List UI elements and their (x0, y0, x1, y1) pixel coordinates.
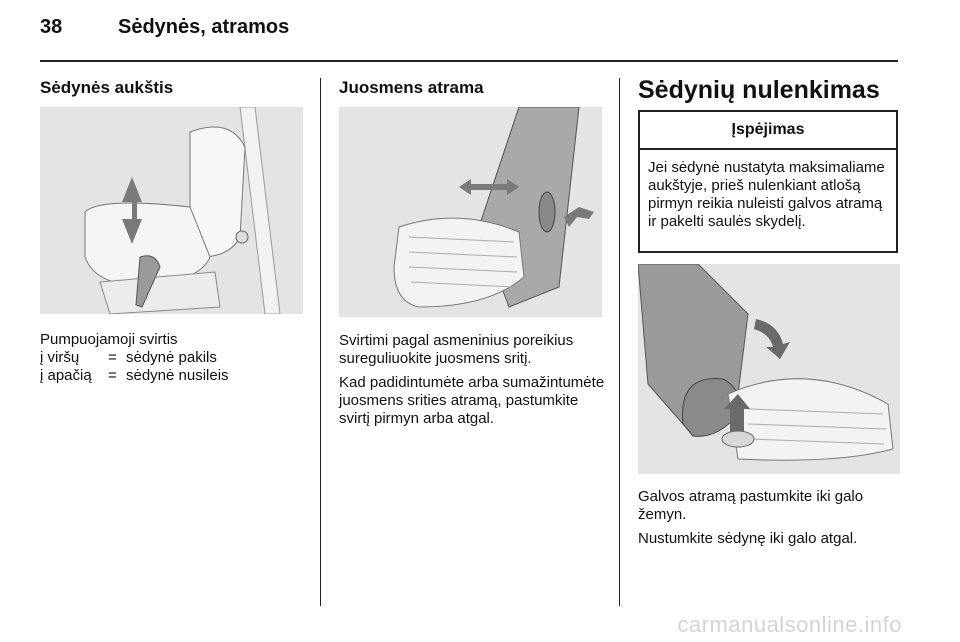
paragraph: Svirtimi pagal asmeninius poreikius sureguliuokite juosmens sritį. (339, 332, 574, 367)
folding-text (638, 488, 893, 554)
watermark: carmanualsonline.info (677, 612, 902, 637)
section-heading-folding: Sėdynių nulenkimas (638, 76, 880, 104)
warning-title: Įspėjimas (640, 112, 896, 150)
paragraph: Galvos atramą pastumkite iki galo žemyn. (638, 488, 864, 523)
definition-separator: = (108, 367, 117, 384)
definition-term: į viršų (40, 349, 80, 366)
definition-term: į apačią (40, 367, 92, 384)
lever-caption: Pumpuojamoji svirtis (40, 331, 178, 348)
warning-box (638, 110, 898, 253)
paragraph: Kad padidintumėte arba sumažintumėte juosmens srities atramą, pastumkite svirtį pirmyn arba atgal. (339, 374, 605, 427)
column-divider (619, 78, 620, 606)
page-number: 38 (40, 16, 63, 38)
chapter-title: Sėdynės, atramos (118, 16, 290, 38)
column-divider (320, 78, 321, 606)
definition-list (40, 349, 310, 385)
section-heading-lumbar: Juosmens atrama (339, 78, 484, 97)
header-rule (40, 60, 898, 62)
definition-description: sėdynė pakils (126, 349, 217, 366)
definition-row (40, 367, 310, 385)
section-heading-seat-height: Sėdynės aukštis (40, 78, 174, 97)
seat-height-illustration (40, 107, 303, 314)
lumbar-text (339, 332, 609, 434)
warning-text: Jei sėdynė nustatyta maksimaliame aukštyje, prieš nulenkiant atlošą pirmyn reikia nuleisti galvos atramą ir pakelti saulės skydelį. (648, 159, 885, 230)
definition-description: sėdynė nusileis (126, 367, 229, 384)
seat-folding-illustration (638, 264, 900, 474)
paragraph: Nustumkite sėdynę iki galo atgal. (638, 530, 858, 547)
definition-row (40, 349, 310, 367)
lumbar-support-illustration (339, 107, 602, 317)
definition-separator: = (108, 349, 117, 366)
